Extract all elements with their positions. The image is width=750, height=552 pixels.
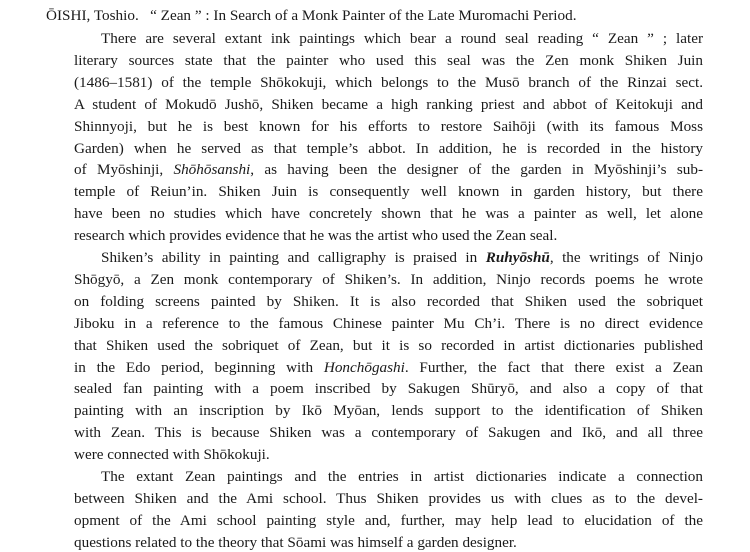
paragraph-3-line: questions related to the theory that Sōami was himself a garden designer. — [74, 533, 517, 551]
paragraph-1-line: Shinnyoji, but he is best known for his efforts to restore Saihōji (with its famous Moss — [74, 117, 703, 135]
article-header — [46, 6, 706, 25]
paragraph-1-line: have been no studies which have concretely shown that he was a painter as well, let alone — [74, 205, 703, 223]
paragraph-2-line: sealed fan painting with a poem inscribed by Sakugen Shūryō, and also a copy of that — [74, 380, 703, 398]
paragraph-2-line: Jiboku in a reference to the famous Chinese painter Mu Ch’i. There is no direct evidence — [74, 314, 703, 332]
paragraph-1-line: of Myōshinji, Shōhōsanshi, as having been the designer of the garden in Myōshinji’s sub- — [74, 161, 703, 179]
paragraph-1-line: A student of Mokudō Jushō, Shiken became a high ranking priest and abbot of Keitokuji and — [74, 95, 703, 113]
italic-title: Ruhyōshū — [485, 249, 550, 266]
paragraph-2-line: with Zean. This is because Shiken was a contemporary of Sakugen and Ikō, and all three — [74, 424, 703, 442]
paragraph-3-line: between Shiken and the Ami school. Thus Shiken provides us with clues as to the devel- — [74, 489, 703, 507]
paragraph-2-line: painting with an inscription by Ikō Myōan, lends support to the identification of Shiken — [74, 402, 703, 420]
paragraph-1-line: literary sources state that the painter who used this seal was the Zen monk Shiken Juin — [74, 51, 703, 69]
paragraph-2-line: Shiken’s ability in painting and calligraphy is praised in Ruhyōshū, the writings of Ninjo — [101, 249, 703, 266]
paragraph-3-line: The extant Zean paintings and the entries in artist dictionaries indicate a connection — [101, 468, 703, 485]
author-name: ŌISHI, Toshio. — [46, 7, 139, 24]
paragraph-1-line: temple of Reiun’in. Shiken Juin is consequently well known in garden history, but there — [74, 183, 703, 201]
paragraph-2-line: in the Edo period, beginning with Honchōgashi. Further, the fact that there exist a Zean — [74, 358, 704, 376]
paragraph-2-line: were connected with Shōkokuji. — [74, 446, 270, 464]
italic-title: Shōhōsanshi — [173, 161, 251, 179]
paragraph-2-line: that Shiken used the sobriquet of Zean, but it is so recorded in artist dictionaries published — [74, 336, 703, 354]
italic-title: Honchōgashi — [323, 358, 405, 376]
paragraph-1-line: research which provides evidence that he was the artist who used the Zean seal. — [74, 227, 558, 245]
paragraph-2-line: on folding screens painted by Shiken. It is also recorded that Shiken used the sobriquet — [74, 292, 703, 310]
paragraph-2-line: Shōgyō, a Zen monk contemporary of Shiken’s. In addition, Ninjo records poems he wrote — [74, 270, 703, 288]
paragraph-1-line: Garden) when he served as that temple’s abbot. In addition, he is recorded in the history — [74, 139, 703, 157]
paragraph-1-line: (1486–1581) of the temple Shōkokuji, which belongs to the Musō branch of the Rinzai sect. — [74, 73, 703, 91]
paragraph-3-line: opment of the Ami school painting style and, further, may help lead to elucidation of the — [74, 511, 703, 529]
article-title: “ Zean ” : In Search of a Monk Painter of the Late Muromachi Period. — [150, 7, 577, 24]
paragraph-1-line: There are several extant ink paintings which bear a round seal reading “ Zean ” ; later — [101, 30, 703, 47]
